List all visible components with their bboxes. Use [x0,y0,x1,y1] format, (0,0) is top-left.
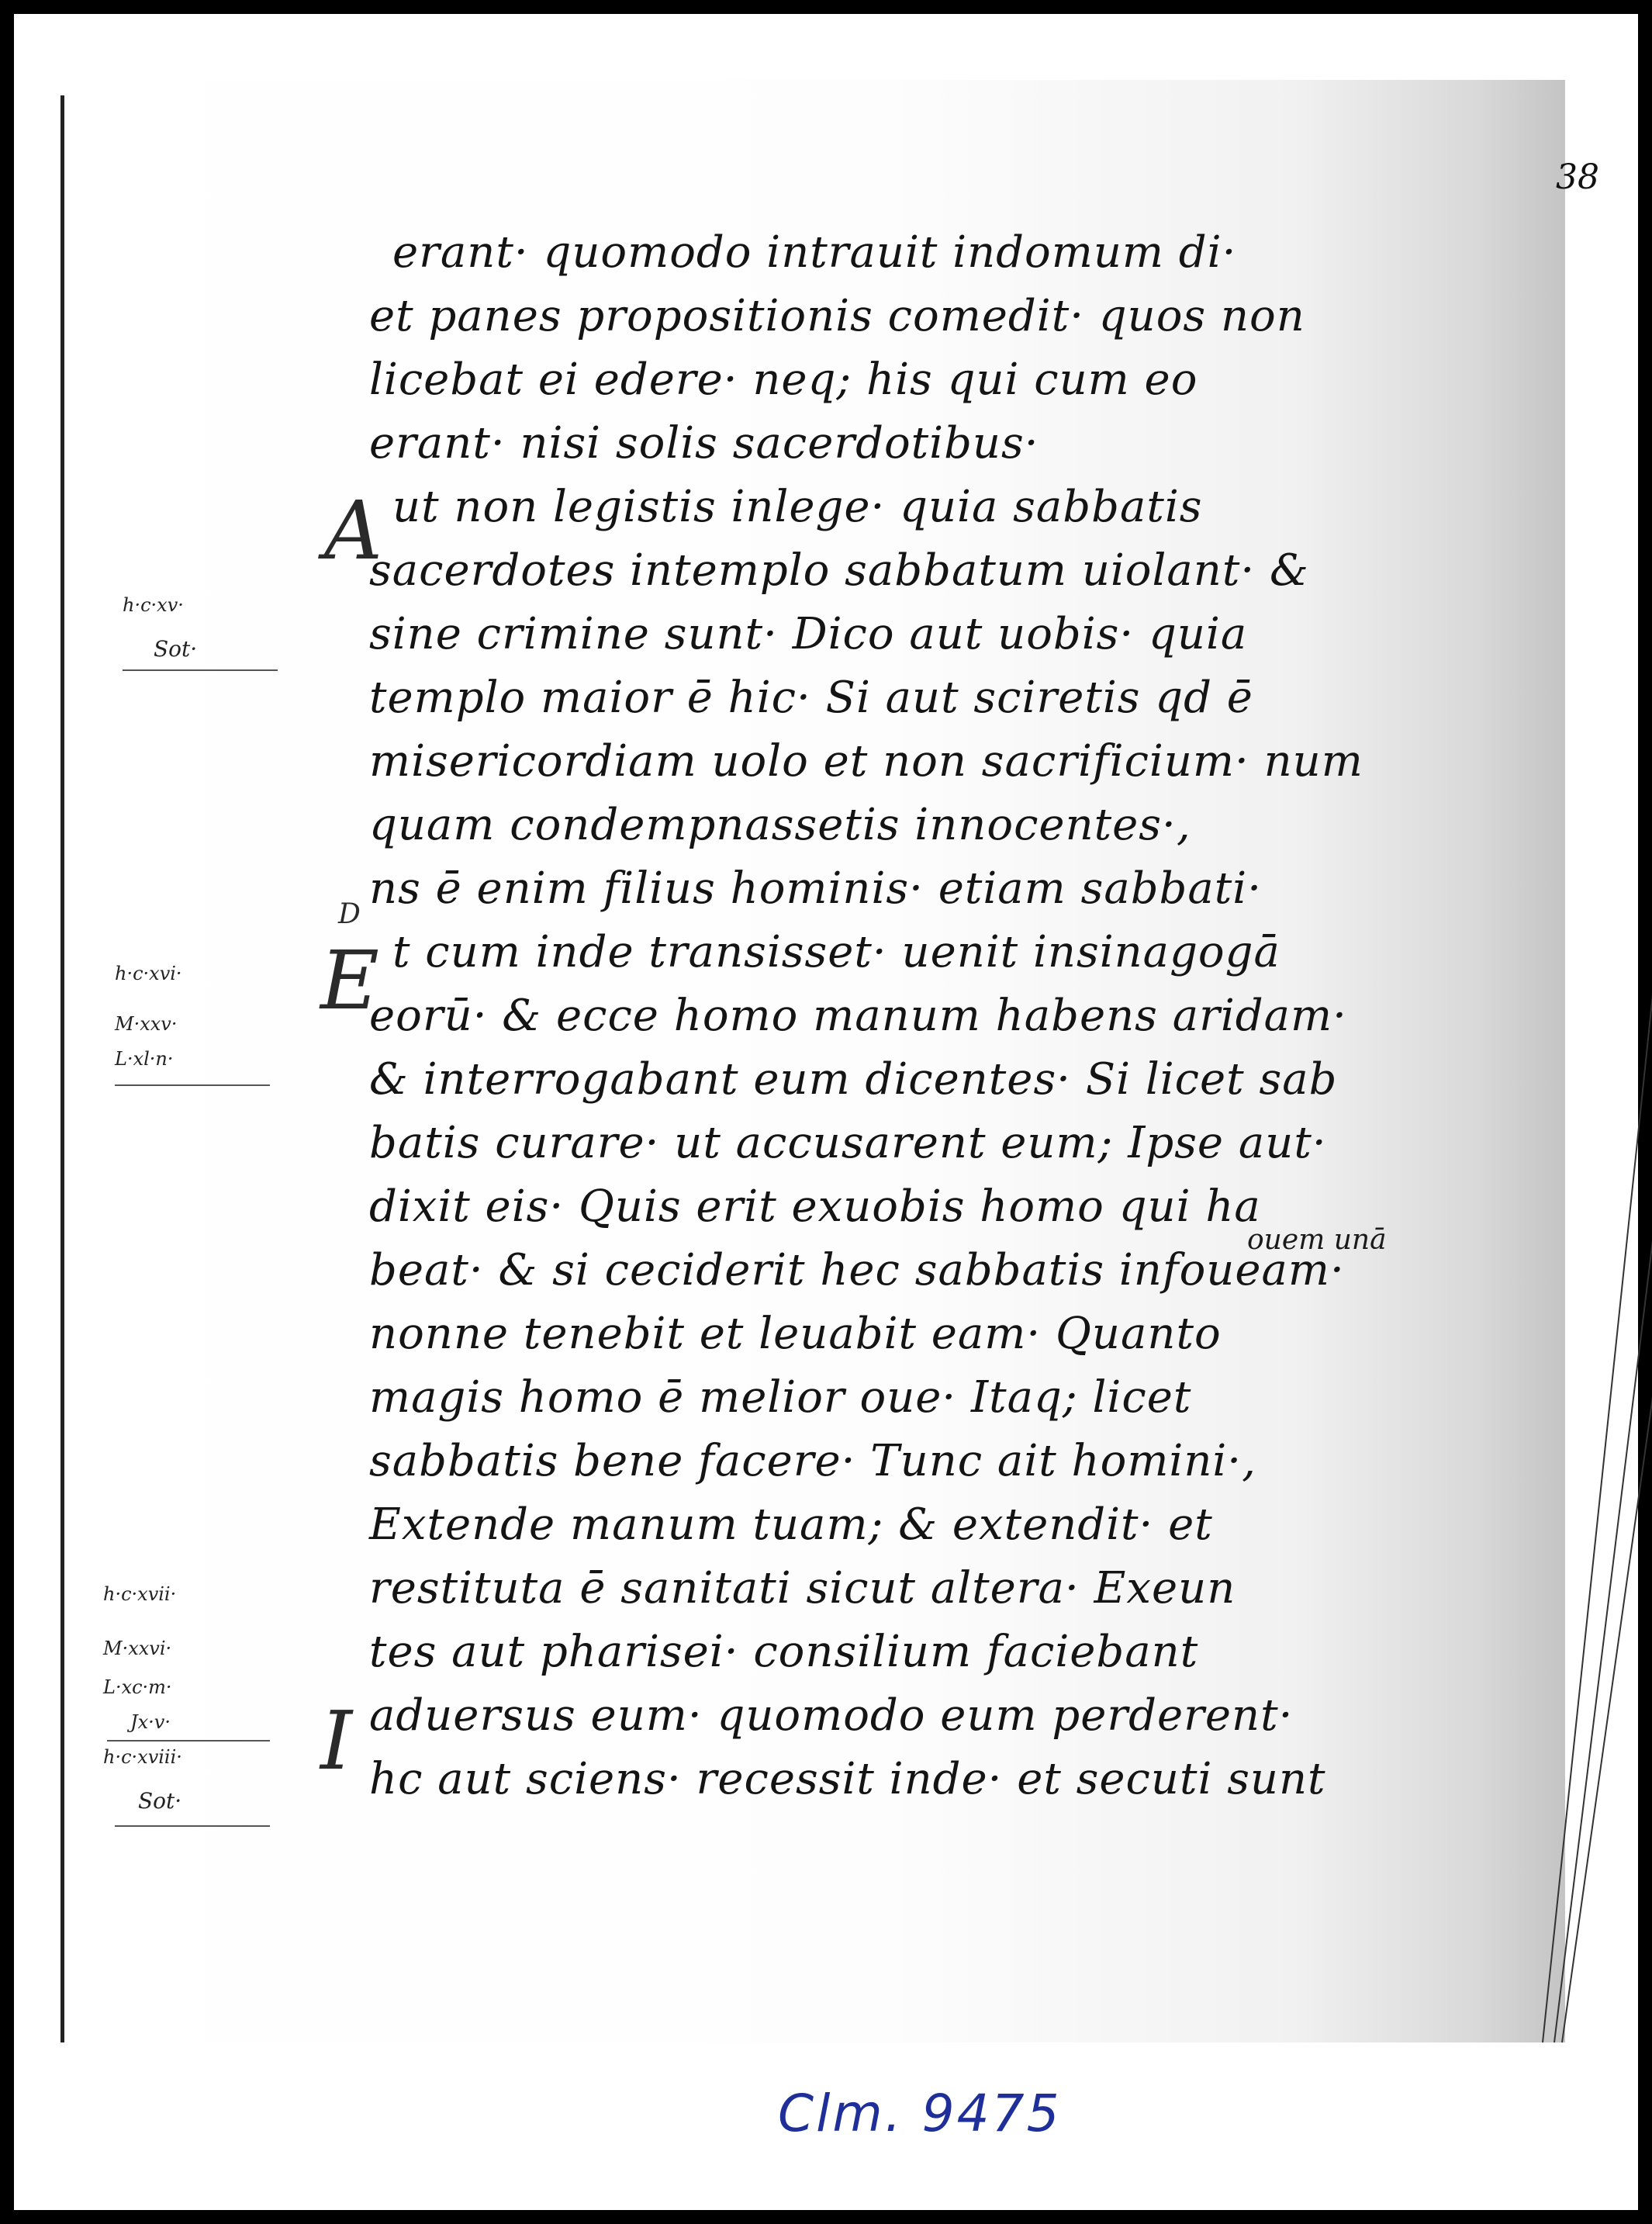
text-line: sine crimine sunt· Dico aut uobis· quia [369,609,1248,659]
text-line: ns ē enim filius hominis· etiam sabbati· [369,863,1263,914]
text-line: magis homo ē melior oue· Itaq; licet [369,1372,1192,1423]
text-line: sacerdotes intemplo sabbatum uiolant· & [369,545,1309,596]
marginal-rule [115,1084,270,1086]
text-line: Extende manum tuam; & extendit· et [369,1499,1213,1550]
left-edge-shadow [60,95,64,2042]
marginal-note: L·xl·n· [115,1048,174,1070]
text-line: et panes propositionis comedit· quos non [369,291,1305,341]
text-line: ut non legistis inlege· quia sabbatis [392,482,1203,532]
marginal-rule [107,1740,270,1741]
initial-letter: A [324,483,383,578]
marginal-rule [123,669,278,671]
marginal-note: M·xxvi· [103,1638,172,1659]
marginal-note: h·c·xvi· [115,963,182,984]
marginal-note: M·xxv· [115,1013,178,1035]
marginal-rule [115,1825,270,1827]
shelfmark: Clm. 9475 [778,2084,1062,2143]
fold-line [1542,963,1652,2043]
text-line: beat· & si ceciderit hec sabbatis infoueam· [369,1245,1345,1295]
text-line: aduersus eum· quomodo eum perderent· [369,1690,1294,1741]
folio-number: 38 [1556,157,1599,197]
text-line: templo maior ē hic· Si aut sciretis qd ē [369,673,1253,723]
text-line: erant· quomodo intrauit indomum di· [392,227,1237,278]
initial-letter: I [320,1693,353,1788]
fold-line [1554,811,1652,2042]
marginal-note: Sot· [138,1788,182,1814]
text-line: batis curare· ut accusarent eum; Ipse aut· [369,1118,1327,1168]
text-line: dixit eis· Quis erit exuobis homo qui ha [369,1181,1261,1232]
marginal-note: Sot· [154,636,198,662]
text-line: restituta ē sanitati sicut altera· Exeun [369,1563,1236,1614]
marginal-note: h·c·xvii· [103,1583,177,1605]
text-line: hc aut sciens· recessit inde· et secuti sunt [369,1754,1326,1804]
text-line: sabbatis bene facere· Tunc ait homini·, [369,1436,1256,1486]
marginal-note: Jx·v· [130,1711,171,1733]
text-line: eorū· & ecce homo manum habens aridam· [369,991,1347,1041]
initial-letter: D [338,898,361,930]
marginal-note: h·c·xviii· [103,1746,182,1768]
text-line: misericordiam uolo et non sacrificium· num [369,736,1363,787]
text-line: licebat ei edere· neq; his qui cum eo [369,355,1198,405]
marginal-note: L·xc·m· [103,1676,172,1698]
initial-letter: E [320,933,379,1028]
text-line: erant· nisi solis sacerdotibus· [369,418,1039,469]
interlinear-gloss: ouem unā [1247,1224,1387,1256]
photo-frame [14,14,1638,2210]
fold-line [1561,698,1652,2042]
text-line: tes aut pharisei· consilium faciebant [369,1627,1199,1677]
manuscript-leaf [60,80,1599,2042]
text-line: & interrogabant eum dicentes· Si licet sab [369,1054,1338,1105]
text-line: nonne tenebit et leuabit eam· Quanto [369,1309,1222,1359]
marginal-note: h·c·xv· [123,594,184,616]
text-line: quam condempnassetis innocentes·, [369,800,1191,850]
text-line: t cum inde transisset· uenit insinagogā [392,927,1280,977]
